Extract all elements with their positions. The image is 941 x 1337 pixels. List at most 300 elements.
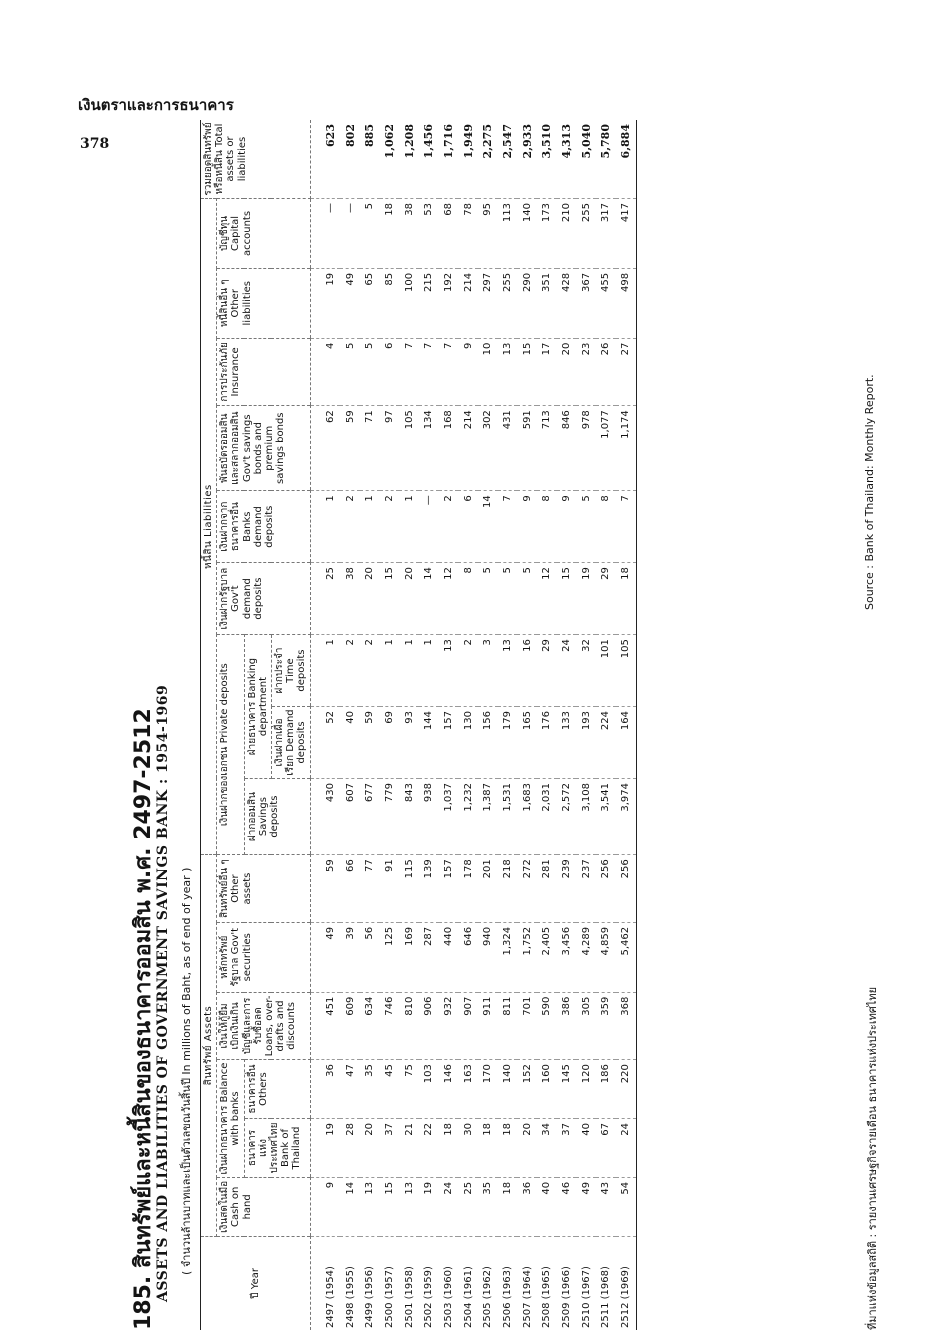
table-cell: 2 [439,491,459,563]
table-cell: 120 [576,1060,596,1119]
table-cell: 85 [380,268,400,338]
table-cell: 164 [616,707,636,779]
rotated-table-page [117,120,897,1330]
table-cell: 140 [517,199,537,269]
table-cell: 843 [399,778,419,854]
header-savings: ฝากออมสิน Savings deposits [244,778,310,854]
table-cell: 214 [458,406,478,491]
table-cell: 15 [517,338,537,406]
table-cell: 305 [576,992,596,1060]
table-cell: 18 [498,1119,518,1178]
table-cell: 3,974 [616,778,636,854]
table-cell: 15 [557,563,577,635]
table-cell: 5 [576,491,596,563]
table-cell: 911 [478,992,498,1060]
table-cell: 1,683 [517,778,537,854]
table-row [380,120,400,1330]
table-cell: 49 [576,1177,596,1236]
table-cell: 100 [399,268,419,338]
table-cell: 16 [517,635,537,707]
table-cell: 938 [419,778,439,854]
table-cell: 6,884 [616,120,636,199]
table-cell: 12 [439,563,459,635]
table-cell: — [340,199,360,269]
table-cell: 26 [596,338,616,406]
table-cell: 43 [596,1177,616,1236]
header-assets-group: สินทรัพย์ Assets [201,855,217,1237]
table-cell: 746 [380,992,400,1060]
page-number: 378 [80,136,110,152]
table-cell: 2,572 [557,778,577,854]
table-cell: 62 [310,406,340,491]
table-cell: 907 [458,992,478,1060]
table-cell: 13 [498,338,518,406]
table-cell: 97 [380,406,400,491]
table-cell: 105 [399,406,419,491]
row-year-cell: 2503 (1960) [442,1266,454,1328]
table-cell: 77 [360,855,380,923]
table-cell: 30 [458,1119,478,1178]
table-cell: 2,405 [537,922,557,992]
table-cell: 130 [458,707,478,779]
table-cell: 38 [399,199,419,269]
table-cell: 455 [596,268,616,338]
source-thai: ที่มาแห่งข้อมูลสถิติ : รายงานเศรษฐกิจรายเดือน ธนาคารแห่งประเทศไทย [866,986,879,1330]
table-cell: 18 [498,1177,518,1236]
table-cell: 607 [340,778,360,854]
table-cell: 498 [616,268,636,338]
table-cell: 5 [498,563,518,635]
table-cell: 144 [419,707,439,779]
table-cell: 351 [537,268,557,338]
table-cell: 8 [458,563,478,635]
table-cell: 811 [498,992,518,1060]
table-cell: 5 [478,563,498,635]
table-cell: 24 [557,635,577,707]
table-cell: 9 [310,1177,340,1236]
table-cell: 19 [576,563,596,635]
table-cell: 3,541 [596,778,616,854]
table-cell: 4,859 [596,922,616,992]
row-year-cell: 2504 (1961) [462,1266,474,1328]
table-title-english: ASSETS AND LIABILITIES OF GOVERNMENT SAVINGS BANK : 1954-1969 [155,684,171,1302]
header-others-banks: ธนาคารอื่น Others [244,1060,310,1119]
table-cell: 40 [340,707,360,779]
table-row [419,120,439,1330]
table-cell: 440 [439,922,459,992]
table-cell: 9 [557,491,577,563]
table-cell: 156 [478,707,498,779]
row-year-cell: 2498 (1955) [344,1266,356,1328]
header-banking-dept-group: ฝ่ายธนาคาร Banking department [244,635,271,779]
table-cell: 152 [517,1060,537,1119]
row-year-cell: 2497 (1954) [324,1266,336,1328]
table-cell: 18 [478,1119,498,1178]
table-cell: 3,510 [537,120,557,199]
table-cell: 5 [360,199,380,269]
table-cell: 47 [340,1060,360,1119]
table-cell: 20 [399,563,419,635]
table-cell: 59 [340,406,360,491]
table-cell: 359 [596,992,616,1060]
table-cell: 255 [576,199,596,269]
assets-liabilities-table [200,120,637,1330]
table-cell: 2,275 [478,120,498,199]
table-cell: 12 [537,563,557,635]
table-cell: 1 [360,491,380,563]
table-cell: 66 [340,855,360,923]
table-cell: 7 [439,338,459,406]
table-cell: 54 [616,1177,636,1236]
table-row [537,120,557,1330]
table-cell: 19 [310,268,340,338]
table-cell: 2 [340,635,360,707]
table-cell: 165 [517,707,537,779]
table-row [576,120,596,1330]
table-cell: 103 [419,1060,439,1119]
table-cell: 21 [399,1119,419,1178]
table-cell: 68 [439,199,459,269]
table-cell: 186 [596,1060,616,1119]
table-cell: 386 [557,992,577,1060]
table-subtitle: ( จำนวนล้านบาทและเป็นตัวเลขณวันสิ้นปี In millions of Baht, as of end of year ) [180,867,193,1275]
table-cell: 157 [439,855,459,923]
table-cell: 1 [380,635,400,707]
table-cell: 20 [557,338,577,406]
table-cell: 646 [458,922,478,992]
table-cell: 1,387 [478,778,498,854]
table-cell: 2,933 [517,120,537,199]
header-capital: บัญชีทุน Capital accounts [217,199,310,269]
table-cell: 272 [517,855,537,923]
table-cell: 1 [310,635,340,707]
table-cell: 105 [616,635,636,707]
table-cell: 52 [310,707,340,779]
table-cell: 173 [537,199,557,269]
table-cell: 53 [419,199,439,269]
table-cell: 932 [439,992,459,1060]
table-cell: 20 [517,1119,537,1178]
table-cell: 37 [557,1119,577,1178]
table-cell: 256 [616,855,636,923]
table-cell: 846 [557,406,577,491]
row-year-cell: 2502 (1959) [423,1266,435,1328]
table-row [360,120,380,1330]
table-row [458,120,478,1330]
table-cell: 2,031 [537,778,557,854]
table-cell: 179 [498,707,518,779]
table-cell: 168 [439,406,459,491]
table-cell: 192 [439,268,459,338]
header-time: ฝากประจำ Time deposits [271,635,310,707]
table-cell: 13 [399,1177,419,1236]
table-cell: 67 [596,1119,616,1178]
table-cell: 281 [537,855,557,923]
table-cell: 218 [498,855,518,923]
table-cell: 591 [517,406,537,491]
header-other-liabilities: หนี้สินอื่น ๆ Other liabilities [217,268,310,338]
table-cell: 59 [310,855,340,923]
table-cell: 4,289 [576,922,596,992]
row-year-cell: 2509 (1966) [561,1266,573,1328]
table-cell: 4 [310,338,340,406]
table-cell: 430 [310,778,340,854]
table-cell: 36 [517,1177,537,1236]
table-cell: 1 [419,635,439,707]
table-row [517,120,537,1330]
table-cell: 146 [439,1060,459,1119]
table-row [616,120,636,1330]
row-year-cell: 2501 (1958) [403,1266,415,1328]
table-cell: 139 [419,855,439,923]
table-cell: 210 [557,199,577,269]
table-cell: 201 [478,855,498,923]
table-cell: 95 [478,199,498,269]
table-cell: 256 [596,855,616,923]
table-cell: 20 [360,1119,380,1178]
table-cell: 1,531 [498,778,518,854]
table-cell: 8 [537,491,557,563]
table-cell: 2,547 [498,120,518,199]
table-cell: 7 [616,491,636,563]
table-cell: 802 [340,120,360,199]
table-cell: 1,037 [439,778,459,854]
table-cell: 25 [310,563,340,635]
table-cell: 677 [360,778,380,854]
table-cell: 1,324 [498,922,518,992]
table-cell: 32 [576,635,596,707]
table-cell: 178 [458,855,478,923]
table-cell: 115 [399,855,419,923]
table-cell: 5 [340,338,360,406]
table-cell: 2 [380,491,400,563]
table-cell: 14 [419,563,439,635]
table-cell: 5,040 [576,120,596,199]
table-row [310,120,340,1330]
table-title-thai: 185. สินทรัพย์และหนี้สินของธนาคารออมสิน พ.ศ. 2497-2512 [131,708,156,1330]
table-cell: 25 [458,1177,478,1236]
table-cell: 5,462 [616,922,636,992]
table-cell: 978 [576,406,596,491]
table-cell: 1 [310,491,340,563]
table-cell: 65 [360,268,380,338]
table-cell: 39 [340,922,360,992]
header-cash: เงินสดในมือ Cash on hand [217,1177,310,1236]
header-other-assets: สินทรัพย์อื่น ๆ Other assets [217,855,310,923]
header-insurance: การประกันภัย Insurance [217,338,310,406]
table-cell: 22 [419,1119,439,1178]
table-cell: 8 [596,491,616,563]
table-cell: 17 [537,338,557,406]
table-cell: 169 [399,922,419,992]
row-year-cell: 2500 (1957) [383,1266,395,1328]
table-cell: 2 [360,635,380,707]
table-cell: 93 [399,707,419,779]
header-bonds: พันธบัตรออมสินและสลากออมสิน Gov't savings bonds and premium savings bonds [217,406,310,491]
table-cell: 36 [310,1060,340,1119]
table-cell: 157 [439,707,459,779]
table-cell: 220 [616,1060,636,1119]
table-cell: 18 [380,199,400,269]
table-cell: 45 [380,1060,400,1119]
table-cell: 317 [596,199,616,269]
table-cell: 35 [360,1060,380,1119]
table-cell: 40 [576,1119,596,1178]
table-cell: 5 [360,338,380,406]
table-cell: 417 [616,199,636,269]
table-cell: 163 [458,1060,478,1119]
table-cell: 1,716 [439,120,459,199]
table-cell: 1,949 [458,120,478,199]
table-cell: 239 [557,855,577,923]
row-year-cell: 2499 (1956) [364,1266,376,1328]
table-cell: 49 [310,922,340,992]
table-cell: 1,752 [517,922,537,992]
table-cell: 4,313 [557,120,577,199]
table-cell: 56 [360,922,380,992]
table-cell: 2 [340,491,360,563]
table-cell: 451 [310,992,340,1060]
table-cell: 779 [380,778,400,854]
table-cell: 7 [419,338,439,406]
table-cell: — [310,199,340,269]
table-cell: — [419,491,439,563]
row-year-cell: 2511 (1968) [600,1266,612,1328]
table-cell: 3 [478,635,498,707]
table-cell: 810 [399,992,419,1060]
table-cell: 125 [380,922,400,992]
table-cell: 9 [517,491,537,563]
table-cell: 18 [616,563,636,635]
table-cell: 140 [498,1060,518,1119]
table-cell: 23 [576,338,596,406]
table-cell: 176 [537,707,557,779]
table-cell: 214 [458,268,478,338]
table-cell: 302 [478,406,498,491]
table-cell: 69 [380,707,400,779]
table-cell: 29 [537,635,557,707]
table-cell: 19 [419,1177,439,1236]
table-cell: 40 [537,1177,557,1236]
table-cell: 255 [498,268,518,338]
table-row [498,120,518,1330]
table-cell: 6 [380,338,400,406]
table-cell: 59 [360,707,380,779]
table-cell: 368 [616,992,636,1060]
table-cell: 37 [380,1119,400,1178]
header-bot: ธนาคารแห่งประเทศไทย Bank of Thailand [244,1119,310,1178]
table-cell: 13 [360,1177,380,1236]
table-cell: 609 [340,992,360,1060]
table-cell: 18 [439,1119,459,1178]
table-cell: 13 [498,635,518,707]
table-cell: 145 [557,1060,577,1119]
table-row [478,120,498,1330]
table-cell: 19 [310,1119,340,1178]
table-cell: 20 [360,563,380,635]
table-cell: 3,456 [557,922,577,992]
row-year-cell: 2505 (1962) [482,1266,494,1328]
table-row [340,120,360,1330]
table-cell: 367 [576,268,596,338]
table-cell: 701 [517,992,537,1060]
table-row [557,120,577,1330]
table-cell: 38 [340,563,360,635]
table-cell: 170 [478,1060,498,1119]
table-cell: 15 [380,563,400,635]
table-cell: 7 [498,491,518,563]
table-cell: 431 [498,406,518,491]
table-cell: 906 [419,992,439,1060]
table-cell: 1,077 [596,406,616,491]
table-cell: 6 [458,491,478,563]
header-banks-demand: เงินฝากจากธนาคารอื่น Banks demand deposits [217,491,310,563]
header-private-group: เงินฝากของเอกชน Private deposits [217,635,244,855]
table-cell: 15 [380,1177,400,1236]
table-cell: 1 [399,635,419,707]
table-cell: 297 [478,268,498,338]
header-balance-group: เงินฝากธนาคาร Balance with banks [217,1060,244,1178]
table-cell: 71 [360,406,380,491]
table-cell: 49 [340,268,360,338]
header-total: รวมยอดสินทรัพย์หรือหนี้สิน Total assets or liabilities [201,120,311,199]
row-year-cell: 2512 (1969) [616,1236,636,1330]
header-demand: เงินฝากเผื่อเรียก Demand deposits [271,707,310,779]
table-cell: 193 [576,707,596,779]
running-head: เงินตราและการธนาคาร [78,96,234,114]
table-cell: 14 [340,1177,360,1236]
table-cell: 28 [340,1119,360,1178]
row-year-cell: 2506 (1963) [502,1266,514,1328]
header-govt-demand: เงินฝากรัฐบาล Gov't demand deposits [217,563,310,635]
table-cell: 5 [517,563,537,635]
table-row [439,120,459,1330]
table-row [399,120,419,1330]
table-cell: 590 [537,992,557,1060]
table-cell: 78 [458,199,478,269]
table-cell: 3,108 [576,778,596,854]
table-cell: 1,208 [399,120,419,199]
table-cell: 13 [439,635,459,707]
table-cell: 35 [478,1177,498,1236]
table-cell: 133 [557,707,577,779]
table-cell: 34 [537,1119,557,1178]
table-cell: 885 [360,120,380,199]
table-cell: 290 [517,268,537,338]
table-cell: 9 [458,338,478,406]
header-year: ปี Year [201,1236,311,1330]
table-cell: 1,062 [380,120,400,199]
table-cell: 1,174 [616,406,636,491]
source-english: Source : Bank of Thailand: Monthly Report. [863,374,876,610]
row-year-cell: 2510 (1967) [580,1266,592,1328]
table-cell: 24 [616,1119,636,1178]
table-cell: 1 [399,491,419,563]
table-cell: 237 [576,855,596,923]
table-cell: 224 [596,707,616,779]
table-cell: 113 [498,199,518,269]
table-cell: 634 [360,992,380,1060]
table-cell: 29 [596,563,616,635]
table-cell: 24 [439,1177,459,1236]
table-cell: 1,456 [419,120,439,199]
table-cell: 5,780 [596,120,616,199]
header-liabilities-group: หนี้สิน Liabilities [201,199,217,855]
table-cell: 46 [557,1177,577,1236]
table-cell: 713 [537,406,557,491]
table-cell: 91 [380,855,400,923]
table-cell: 2 [458,635,478,707]
